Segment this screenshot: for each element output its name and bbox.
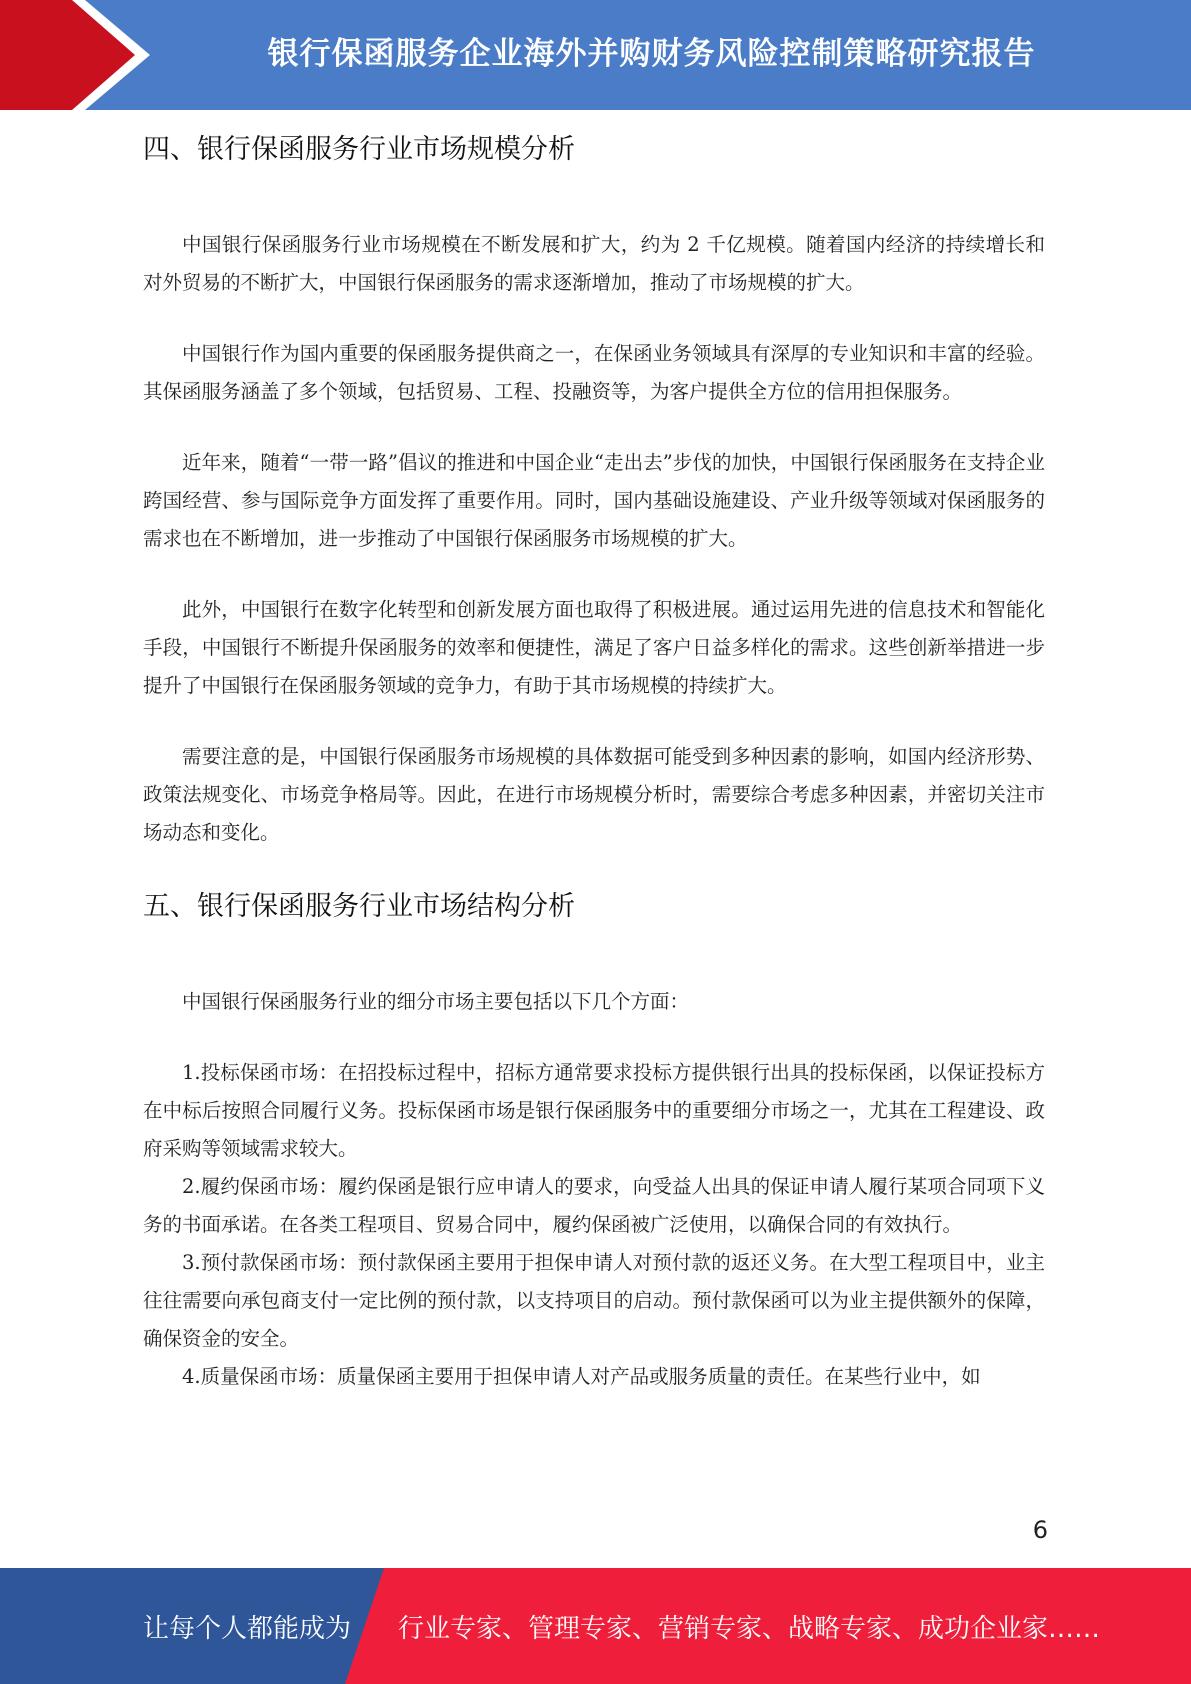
paragraph: 近年来，随着“一带一路”倡议的推进和中国企业“走出去”步伐的加快，中国银行保函服务在支持企业跨国经营、参与国际竞争方面发挥了重要作用。同时，国内基础设施建设、产业升级等领域对保函服务的需求也在不断增加，进一步推动了中国银行保函服务市场规模的扩大。 bbox=[143, 451, 1045, 550]
list-item: 2.履约保函市场：履约保函是银行应申请人的要求，向受益人出具的保证申请人履行某项合同项下义务的书面承诺。在各类工程项目、贸易合同中，履约保函被广泛使用，以确保合同的有效执行。 bbox=[143, 1175, 1045, 1236]
footer-slogan-left: 让每个人都能成为 bbox=[143, 1613, 352, 1644]
header-bar bbox=[0, 0, 1191, 110]
paragraph: 此外，中国银行在数字化转型和创新发展方面也取得了积极进展。通过运用先进的信息技术和智能化手段，中国银行不断提升保函服务的效率和便捷性，满足了客户日益多样化的需求。这些创新举措进一步提升了中国银行在保函服务领域的竞争力，有助于其市场规模的持续扩大。 bbox=[143, 598, 1045, 697]
section-heading-market-structure: 五、银行保函服务行业市场结构分析 bbox=[143, 891, 575, 922]
list-item: 4.质量保函市场：质量保函主要用于担保申请人对产品或服务质量的责任。在某些行业中，如 bbox=[182, 1365, 981, 1388]
report-title: 银行保函服务企业海外并购财务风险控制策略研究报告 bbox=[267, 35, 1036, 72]
footer-slogan-right: 行业专家、管理专家、营销专家、战略专家、成功企业家…… bbox=[398, 1613, 1101, 1644]
list-item: 1.投标保函市场：在招投标过程中，招标方通常要求投标方提供银行出具的投标保函，以保证投标方在中标后按照合同履行义务。投标保函市场是银行保函服务中的重要细分市场之一，尤其在工程建设、政府采购等领域需求较大。 bbox=[143, 1061, 1045, 1160]
footer-banner bbox=[0, 1568, 1191, 1684]
paragraph: 需要注意的是，中国银行保函服务市场规模的具体数据可能受到多种因素的影响，如国内经济形势、政策法规变化、市场竞争格局等。因此，在进行市场规模分析时，需要综合考虑多种因素，并密切关注市场动态和变化。 bbox=[143, 745, 1045, 844]
paragraph-intro: 中国银行保函服务行业的细分市场主要包括以下几个方面： bbox=[182, 990, 690, 1013]
page-number: 6 bbox=[1032, 1516, 1048, 1544]
paragraph: 中国银行作为国内重要的保函服务提供商之一，在保函业务领域具有深厚的专业知识和丰富的经验。其保函服务涵盖了多个领域，包括贸易、工程、投融资等，为客户提供全方位的信用担保服务。 bbox=[143, 342, 1045, 403]
paragraph: 中国银行保函服务行业市场规模在不断发展和扩大，约为 2 千亿规模。随着国内经济的持续增长和对外贸易的不断扩大，中国银行保函服务的需求逐渐增加，推动了市场规模的扩大。 bbox=[143, 233, 1045, 294]
page-content bbox=[143, 128, 1045, 1396]
list-item: 3.预付款保函市场：预付款保函主要用于担保申请人对预付款的返还义务。在大型工程项目中，业主往往需要向承包商支付一定比例的预付款，以支持项目的启动。预付款保函可以为业主提供额外的保障，确保资金的安全。 bbox=[143, 1251, 1045, 1350]
section-heading-market-size: 四、银行保函服务行业市场规模分析 bbox=[143, 134, 575, 165]
